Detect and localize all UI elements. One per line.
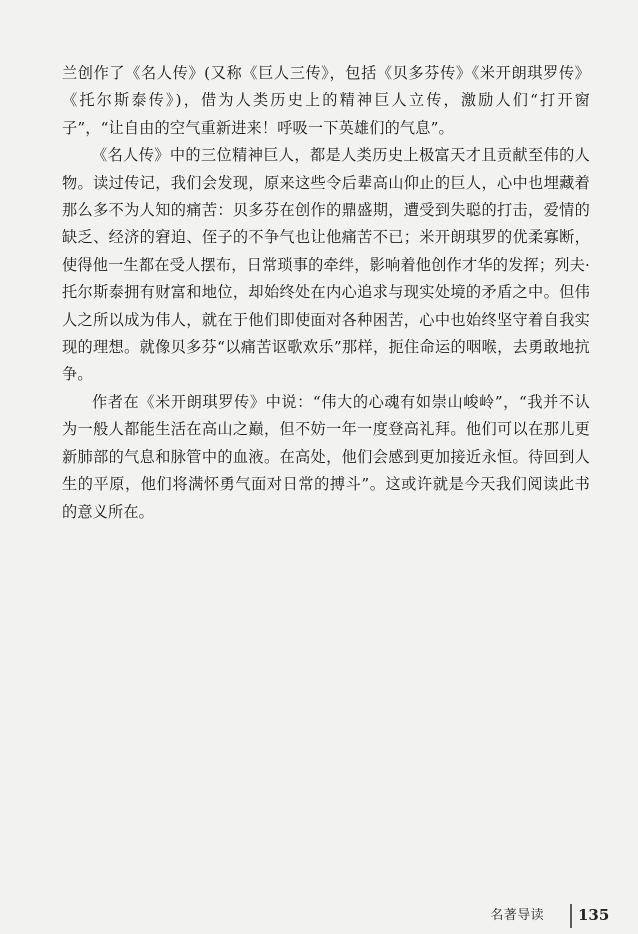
- paragraph-author-quote: 作者在《米开朗琪罗传》中说：“伟大的心魂有如崇山峻岭”，“我并不认为一般人都能生活在高山之巅，但不妨一年一度登高礼拜。他们可以在那儿更新肺部的气息和脉管中的血液。在高处，他们会感到更加接近永恒。待回到人生的平原，他们将满怀勇气面对日常的搏斗”。这或许就是今天我们阅读此书的意义所在。: [62, 392, 590, 521]
- body-text: [62, 60, 590, 526]
- page-number: 135: [578, 906, 610, 924]
- page-footer: [0, 904, 638, 930]
- footer-divider: [570, 904, 572, 928]
- paragraph-continuation: 兰创作了《名人传》(又称《巨人三传》，包括《贝多芬传》《米开朗琪罗传》《托尔斯泰传》)，借为人类历史上的精神巨人立传，激励人们“打开窗子”，“让自由的空气重新进来！呼吸一下英雄们的气息”。: [62, 64, 590, 137]
- section-name: 名著导读: [490, 908, 544, 923]
- paragraph-three-giants: 《名人传》中的三位精神巨人，都是人类历史上极富天才且贡献至伟的人物。读过传记，我们会发现，原来这些令后辈高山仰止的巨人，心中也埋藏着那么多不为人知的痛苦：贝多芬在创作的鼎盛期，遭受到失聪的打击，爱情的缺乏、经济的窘迫、侄子的不争气也让他痛苦不已；米开朗琪罗的优柔寡断，使得他一生都在受人摆布，日常琐事的牵绊，影响着他创作才华的发挥；列夫·托尔斯泰拥有财富和地位，却始终处在内心追求与现实处境的矛盾之中。但伟人之所以成为伟人，就在于他们即使面对各种困苦，心中也始终坚守着自我实现的理想。就像贝多芬“以痛苦讴歌欢乐”那样，扼住命运的咽喉，去勇敢地抗争。: [62, 146, 590, 384]
